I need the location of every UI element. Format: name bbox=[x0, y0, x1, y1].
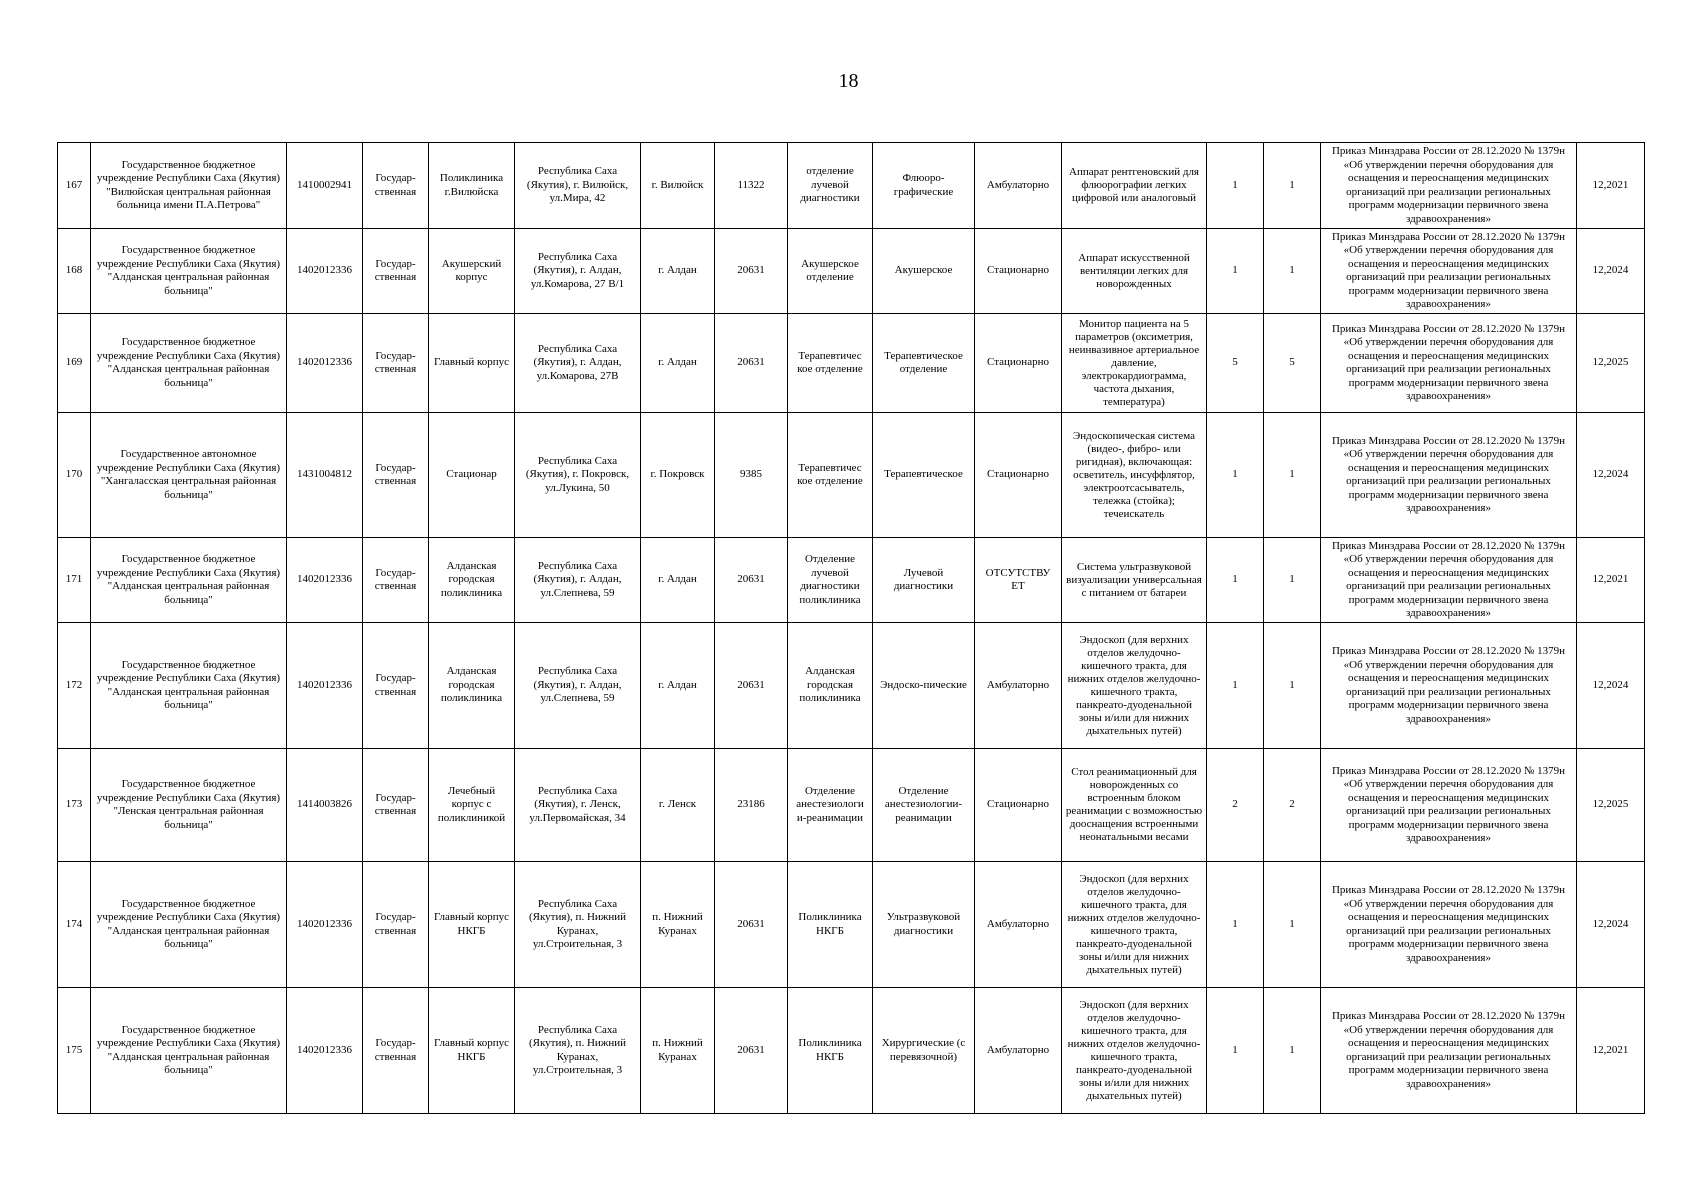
inn: 1402012336 bbox=[287, 988, 363, 1114]
quantity-planned: 1 bbox=[1264, 862, 1321, 988]
ownership-form: Государ-ственная bbox=[363, 623, 429, 749]
quantity-planned: 1 bbox=[1264, 623, 1321, 749]
ownership-form: Государ-ственная bbox=[363, 538, 429, 623]
department: Поликлиника НКГБ bbox=[788, 862, 873, 988]
care-conditions: Стационарно bbox=[975, 229, 1062, 314]
department: Акушерское отделение bbox=[788, 229, 873, 314]
quantity-planned: 1 bbox=[1264, 988, 1321, 1114]
quantity-required: 1 bbox=[1207, 862, 1264, 988]
locality: г. Алдан bbox=[641, 623, 715, 749]
legal-basis: Приказ Минздрава России от 28.12.2020 № 1379н «Об утверждении перечня оборудования для оснащения и переоснащения медицинских организаций при реализации региональных программ модернизации первичного звена здравоохранения» bbox=[1321, 749, 1577, 862]
row-number: 173 bbox=[58, 749, 91, 862]
page-number: 18 bbox=[838, 70, 859, 92]
quantity-planned: 1 bbox=[1264, 143, 1321, 229]
address: Республика Саха (Якутия), г. Алдан, ул.Комарова, 27В bbox=[515, 314, 641, 413]
table-row bbox=[58, 143, 1645, 229]
address: Республика Саха (Якутия), г. Алдан, ул.Комарова, 27 В/1 bbox=[515, 229, 641, 314]
organization-name: Государственное бюджетное учреждение Республики Саха (Якутия) "Алданская центральная районная больница" bbox=[91, 988, 287, 1114]
legal-basis: Приказ Минздрава России от 28.12.2020 № 1379н «Об утверждении перечня оборудования для оснащения и переоснащения медицинских организаций при реализации региональных программ модернизации первичного звена здравоохранения» bbox=[1321, 862, 1577, 988]
address: Республика Саха (Якутия), п. Нижний Куранах, ул.Строительная, 3 bbox=[515, 988, 641, 1114]
table-row bbox=[58, 749, 1645, 862]
legal-basis: Приказ Минздрава России от 28.12.2020 № 1379н «Об утверждении перечня оборудования для оснащения и переоснащения медицинских организаций при реализации региональных программ модернизации первичного звена здравоохранения» bbox=[1321, 988, 1577, 1114]
delivery-date: 12,2025 bbox=[1577, 749, 1645, 862]
table-row bbox=[58, 538, 1645, 623]
population: 20631 bbox=[715, 988, 788, 1114]
ownership-form: Государ-ственная bbox=[363, 413, 429, 538]
delivery-date: 12,2024 bbox=[1577, 623, 1645, 749]
inn: 1402012336 bbox=[287, 229, 363, 314]
organization-name: Государственное бюджетное учреждение Республики Саха (Якутия) "Алданская центральная районная больница" bbox=[91, 229, 287, 314]
row-number: 171 bbox=[58, 538, 91, 623]
delivery-date: 12,2024 bbox=[1577, 413, 1645, 538]
population: 20631 bbox=[715, 623, 788, 749]
delivery-date: 12,2024 bbox=[1577, 862, 1645, 988]
organization-name: Государственное бюджетное учреждение Республики Саха (Якутия) "Алданская центральная районная больница" bbox=[91, 538, 287, 623]
legal-basis: Приказ Минздрава России от 28.12.2020 № 1379н «Об утверждении перечня оборудования для оснащения и переоснащения медицинских организаций при реализации региональных программ модернизации первичного звена здравоохранения» bbox=[1321, 314, 1577, 413]
equipment-registry-table bbox=[57, 142, 1645, 1114]
equipment: Эндоскоп (для верхних отделов желудочно-кишечного тракта, для нижних отделов желудочно-кишечного тракта, панкреато-дуоденальной зоны и/или для нижних дыхательных путей) bbox=[1062, 988, 1207, 1114]
care-conditions: ОТСУТСТВУ ЕТ bbox=[975, 538, 1062, 623]
equipment: Эндоскоп (для верхних отделов желудочно-кишечного тракта, для нижних отделов желудочно-кишечного тракта, панкреато-дуоденальной зоны и/или для нижних дыхательных путей) bbox=[1062, 623, 1207, 749]
locality: г. Ленск bbox=[641, 749, 715, 862]
legal-basis: Приказ Минздрава России от 28.12.2020 № 1379н «Об утверждении перечня оборудования для оснащения и переоснащения медицинских организаций при реализации региональных программ модернизации первичного звена здравоохранения» bbox=[1321, 413, 1577, 538]
population: 20631 bbox=[715, 538, 788, 623]
organization-name: Государственное бюджетное учреждение Республики Саха (Якутия) "Вилюйская центральная районная больница имени П.А.Петрова" bbox=[91, 143, 287, 229]
address: Республика Саха (Якутия), г. Покровск, ул.Лукина, 50 bbox=[515, 413, 641, 538]
quantity-planned: 5 bbox=[1264, 314, 1321, 413]
table-row bbox=[58, 988, 1645, 1114]
quantity-required: 5 bbox=[1207, 314, 1264, 413]
equipment: Стол реанимационный для новорожденных со встроенным блоком реанимации с возможностью дооснащения встроенными неонатальными весами bbox=[1062, 749, 1207, 862]
profile: Флюоро-графические bbox=[873, 143, 975, 229]
ownership-form: Государ-ственная bbox=[363, 749, 429, 862]
care-conditions: Стационарно bbox=[975, 413, 1062, 538]
profile: Терапевтическое bbox=[873, 413, 975, 538]
locality: п. Нижний Куранах bbox=[641, 862, 715, 988]
department: Алданская городская поликлиника bbox=[788, 623, 873, 749]
building: Главный корпус bbox=[429, 314, 515, 413]
equipment: Эндоскопическая система (видео-, фибро- или ригидная), включающая: осветитель, инсуффлятор, электроотсасыватель, тележка (стойка); течеискатель bbox=[1062, 413, 1207, 538]
building: Акушерский корпус bbox=[429, 229, 515, 314]
table-row bbox=[58, 623, 1645, 749]
building: Алданская городская поликлиника bbox=[429, 623, 515, 749]
locality: г. Алдан bbox=[641, 538, 715, 623]
inn: 1402012336 bbox=[287, 623, 363, 749]
department: Отделение лучевой диагностики поликлиника bbox=[788, 538, 873, 623]
ownership-form: Государ-ственная bbox=[363, 988, 429, 1114]
delivery-date: 12,2021 bbox=[1577, 988, 1645, 1114]
quantity-planned: 1 bbox=[1264, 413, 1321, 538]
building: Лечебный корпус с поликлиникой bbox=[429, 749, 515, 862]
care-conditions: Стационарно bbox=[975, 749, 1062, 862]
quantity-required: 1 bbox=[1207, 229, 1264, 314]
organization-name: Государственное бюджетное учреждение Республики Саха (Якутия) "Алданская центральная районная больница" bbox=[91, 314, 287, 413]
organization-name: Государственное бюджетное учреждение Республики Саха (Якутия) "Алданская центральная районная больница" bbox=[91, 623, 287, 749]
quantity-planned: 1 bbox=[1264, 538, 1321, 623]
profile: Отделение анестезиологии-реанимации bbox=[873, 749, 975, 862]
care-conditions: Амбулаторно bbox=[975, 623, 1062, 749]
quantity-required: 1 bbox=[1207, 413, 1264, 538]
population: 23186 bbox=[715, 749, 788, 862]
locality: г. Покровск bbox=[641, 413, 715, 538]
department: Поликлиника НКГБ bbox=[788, 988, 873, 1114]
ownership-form: Государ-ственная bbox=[363, 862, 429, 988]
address: Республика Саха (Якутия), г. Алдан, ул.Слепнева, 59 bbox=[515, 538, 641, 623]
population: 11322 bbox=[715, 143, 788, 229]
department: отделение лучевой диагностики bbox=[788, 143, 873, 229]
profile: Эндоско-пические bbox=[873, 623, 975, 749]
ownership-form: Государ-ственная bbox=[363, 143, 429, 229]
row-number: 167 bbox=[58, 143, 91, 229]
equipment: Монитор пациента на 5 параметров (оксиметрия, неинвазивное артериальное давление, электрокардиограмма, частота дыхания, температура) bbox=[1062, 314, 1207, 413]
population: 20631 bbox=[715, 229, 788, 314]
row-number: 170 bbox=[58, 413, 91, 538]
quantity-required: 1 bbox=[1207, 538, 1264, 623]
care-conditions: Амбулаторно bbox=[975, 862, 1062, 988]
quantity-required: 2 bbox=[1207, 749, 1264, 862]
row-number: 169 bbox=[58, 314, 91, 413]
table-row bbox=[58, 229, 1645, 314]
care-conditions: Амбулаторно bbox=[975, 988, 1062, 1114]
building: Главный корпус НКГБ bbox=[429, 988, 515, 1114]
delivery-date: 12,2021 bbox=[1577, 538, 1645, 623]
care-conditions: Стационарно bbox=[975, 314, 1062, 413]
inn: 1402012336 bbox=[287, 538, 363, 623]
department: Терапевтичес кое отделение bbox=[788, 413, 873, 538]
department: Отделение анестезиологи и-реанимации bbox=[788, 749, 873, 862]
legal-basis: Приказ Минздрава России от 28.12.2020 № 1379н «Об утверждении перечня оборудования для оснащения и переоснащения медицинских организаций при реализации региональных программ модернизации первичного звена здравоохранения» bbox=[1321, 143, 1577, 229]
legal-basis: Приказ Минздрава России от 28.12.2020 № 1379н «Об утверждении перечня оборудования для оснащения и переоснащения медицинских организаций при реализации региональных программ модернизации первичного звена здравоохранения» bbox=[1321, 538, 1577, 623]
building: Поликлиника г.Вилюйска bbox=[429, 143, 515, 229]
inn: 1414003826 bbox=[287, 749, 363, 862]
department: Терапевтичес кое отделение bbox=[788, 314, 873, 413]
legal-basis: Приказ Минздрава России от 28.12.2020 № 1379н «Об утверждении перечня оборудования для оснащения и переоснащения медицинских организаций при реализации региональных программ модернизации первичного звена здравоохранения» bbox=[1321, 623, 1577, 749]
equipment: Система ультразвуковой визуализации универсальная с питанием от батареи bbox=[1062, 538, 1207, 623]
organization-name: Государственное автономное учреждение Республики Саха (Якутия) "Хангаласская центральная районная больница" bbox=[91, 413, 287, 538]
organization-name: Государственное бюджетное учреждение Республики Саха (Якутия) "Алданская центральная районная больница" bbox=[91, 862, 287, 988]
delivery-date: 12,2021 bbox=[1577, 143, 1645, 229]
locality: г. Алдан bbox=[641, 229, 715, 314]
population: 20631 bbox=[715, 314, 788, 413]
table-row bbox=[58, 862, 1645, 988]
population: 9385 bbox=[715, 413, 788, 538]
organization-name: Государственное бюджетное учреждение Республики Саха (Якутия) "Ленская центральная районная больница" bbox=[91, 749, 287, 862]
address: Республика Саха (Якутия), г. Ленск, ул.Первомайская, 34 bbox=[515, 749, 641, 862]
locality: г. Вилюйск bbox=[641, 143, 715, 229]
row-number: 175 bbox=[58, 988, 91, 1114]
row-number: 168 bbox=[58, 229, 91, 314]
table-row bbox=[58, 314, 1645, 413]
quantity-required: 1 bbox=[1207, 623, 1264, 749]
care-conditions: Амбулаторно bbox=[975, 143, 1062, 229]
equipment: Аппарат искусственной вентиляции легких для новорожденных bbox=[1062, 229, 1207, 314]
quantity-required: 1 bbox=[1207, 143, 1264, 229]
address: Республика Саха (Якутия), г. Вилюйск, ул.Мира, 42 bbox=[515, 143, 641, 229]
address: Республика Саха (Якутия), г. Алдан, ул.Слепнева, 59 bbox=[515, 623, 641, 749]
inn: 1402012336 bbox=[287, 862, 363, 988]
locality: п. Нижний Куранах bbox=[641, 988, 715, 1114]
profile: Терапевтическое отделение bbox=[873, 314, 975, 413]
delivery-date: 12,2025 bbox=[1577, 314, 1645, 413]
ownership-form: Государ-ственная bbox=[363, 229, 429, 314]
building: Стационар bbox=[429, 413, 515, 538]
inn: 1410002941 bbox=[287, 143, 363, 229]
profile: Акушерское bbox=[873, 229, 975, 314]
legal-basis: Приказ Минздрава России от 28.12.2020 № 1379н «Об утверждении перечня оборудования для оснащения и переоснащения медицинских организаций при реализации региональных программ модернизации первичного звена здравоохранения» bbox=[1321, 229, 1577, 314]
inn: 1402012336 bbox=[287, 314, 363, 413]
profile: Хирургические (с перевязочной) bbox=[873, 988, 975, 1114]
address: Республика Саха (Якутия), п. Нижний Куранах, ул.Строительная, 3 bbox=[515, 862, 641, 988]
row-number: 174 bbox=[58, 862, 91, 988]
locality: г. Алдан bbox=[641, 314, 715, 413]
equipment: Аппарат рентгеновский для флюорографии легких цифровой или аналоговый bbox=[1062, 143, 1207, 229]
ownership-form: Государ-ственная bbox=[363, 314, 429, 413]
building: Главный корпус НКГБ bbox=[429, 862, 515, 988]
delivery-date: 12,2024 bbox=[1577, 229, 1645, 314]
profile: Лучевой диагностики bbox=[873, 538, 975, 623]
population: 20631 bbox=[715, 862, 788, 988]
row-number: 172 bbox=[58, 623, 91, 749]
building: Алданская городская поликлиника bbox=[429, 538, 515, 623]
inn: 1431004812 bbox=[287, 413, 363, 538]
quantity-planned: 1 bbox=[1264, 229, 1321, 314]
profile: Ультразвуковой диагностики bbox=[873, 862, 975, 988]
table-row bbox=[58, 413, 1645, 538]
quantity-planned: 2 bbox=[1264, 749, 1321, 862]
quantity-required: 1 bbox=[1207, 988, 1264, 1114]
equipment: Эндоскоп (для верхних отделов желудочно-кишечного тракта, для нижних отделов желудочно-кишечного тракта, панкреато-дуоденальной зоны и/или для нижних дыхательных путей) bbox=[1062, 862, 1207, 988]
